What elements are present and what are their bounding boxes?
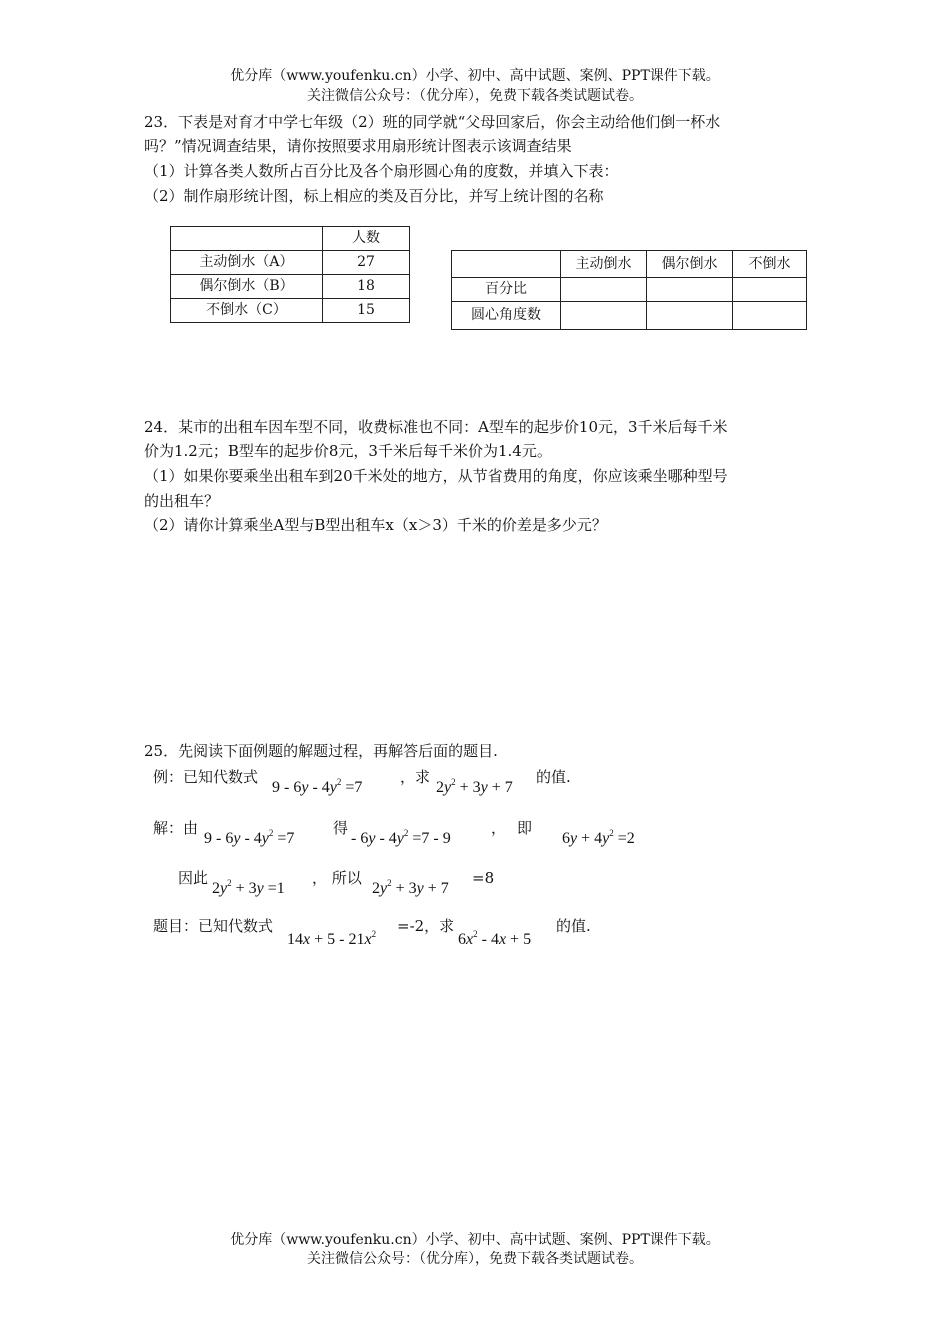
solution-de: 得 xyxy=(333,819,349,837)
blank-cell[interactable] xyxy=(647,278,733,302)
example-expr-1: $9 - 6y - 4y^2 =7$ xyxy=(272,777,363,796)
table-cell: 27 xyxy=(323,251,410,275)
example-ask: ，求 xyxy=(400,768,431,786)
table-header: 不倒水 xyxy=(733,251,807,278)
blank-cell[interactable] xyxy=(561,302,647,330)
solution-ji: 即 xyxy=(517,819,533,837)
q23-part-2: （2）制作扇形统计图，标上相应的类及百分比，并写上统计图的名称 xyxy=(144,187,604,205)
table-row xyxy=(452,251,807,278)
so-expr: $2y^2 + 3y + 7$ xyxy=(372,878,449,897)
q25-intro: 25．先阅读下面例题的解题过程，再解答后面的题目. xyxy=(144,742,498,760)
table-cell: 圆心角度数 xyxy=(452,302,561,330)
blank-cell[interactable] xyxy=(647,302,733,330)
table-cell xyxy=(452,251,561,278)
blank-cell[interactable] xyxy=(733,278,807,302)
table-cell xyxy=(171,227,323,251)
q24-part-1b: 的出租车？ xyxy=(144,492,220,510)
solution-expr-1: $9 - 6y - 4y^2 =7$ xyxy=(204,828,295,847)
header-line-1: 优分库（www.youfenku.cn）小学、初中、高中试题、案例、PPT课件下载。 xyxy=(230,68,720,84)
blank-cell[interactable] xyxy=(733,302,807,330)
table-cell: 不倒水（C） xyxy=(171,299,323,323)
table-row xyxy=(171,227,410,251)
header-line-2: 关注微信公众号：（优分库），免费下载各类试题试卷。 xyxy=(307,88,643,104)
solution-expr-3: $6y + 4y^2 =2$ xyxy=(562,828,635,847)
table-cell: 15 xyxy=(323,299,410,323)
blank-cell[interactable] xyxy=(561,278,647,302)
q24-part-1a: （1）如果你要乘坐出租车到20千米处的地方，从节省费用的角度，你应该乘坐哪种型号 xyxy=(144,467,728,485)
task-end: 的值. xyxy=(556,917,591,935)
table-header-count: 人数 xyxy=(323,227,410,251)
footer-line-1: 优分库（www.youfenku.cn）小学、初中、高中试题、案例、PPT课件下载。 xyxy=(230,1232,720,1248)
q24-line-2: 价为1.2元；B型车的起步价8元，3千米后每千米价为1.4元。 xyxy=(144,442,552,460)
solution-comma: ， xyxy=(491,819,507,837)
therefore-label: 因此 xyxy=(178,869,209,887)
table-row xyxy=(452,278,807,302)
so-value: =8 xyxy=(472,869,495,887)
table-row xyxy=(171,251,410,275)
table-header: 偶尔倒水 xyxy=(647,251,733,278)
q24-line-1: 24．某市的出租车因车型不同，收费标准也不同：A型车的起步价10元，3千米后每千米 xyxy=(144,418,728,436)
task-label: 题目：已知代数式 xyxy=(153,917,274,935)
table-cell: 百分比 xyxy=(452,278,561,302)
therefore-expr: $2y^2 + 3y =1$ xyxy=(212,878,285,897)
footer-line-2: 关注微信公众号：（优分库），免费下载各类试题试卷。 xyxy=(307,1251,643,1267)
table-cell: 18 xyxy=(323,275,410,299)
answer-table xyxy=(451,250,807,330)
example-label: 例：已知代数式 xyxy=(153,768,259,786)
q23-part-1: （1）计算各类人数所占百分比及各个扇形圆心角的度数，并填入下表： xyxy=(144,162,619,180)
table-row xyxy=(452,302,807,330)
task-expr-1: $14x + 5 - 21x^2$ xyxy=(287,929,377,948)
task-value: =-2，求 xyxy=(397,917,455,935)
example-end: 的值. xyxy=(536,768,571,786)
q23-line-2: 吗？”情况调查结果，请你按照要求用扇形统计图表示该调查结果 xyxy=(144,137,572,155)
count-table xyxy=(170,226,410,323)
example-expr-2: $2y^2 + 3y + 7$ xyxy=(436,777,513,796)
q23-line-1: 23．下表是对育才中学七年级（2）班的同学就“父母回家后，你会主动给他们倒一杯水 xyxy=(144,113,721,131)
table-row xyxy=(171,275,410,299)
table-cell: 偶尔倒水（B） xyxy=(171,275,323,299)
q24-part-2: （2）请你计算乘坐A型与B型出租车x（x＞3）千米的价差是多少元？ xyxy=(144,516,607,534)
so-label: ， 所以 xyxy=(312,869,362,887)
solution-expr-2: - $6y - 4y^2 =7 - 9$ xyxy=(351,828,451,847)
task-expr-2: $6x^2 - 4x + 5$ xyxy=(458,929,532,948)
table-row xyxy=(171,299,410,323)
table-header: 主动倒水 xyxy=(561,251,647,278)
solution-label: 解：由 xyxy=(153,819,199,837)
table-cell: 主动倒水（A） xyxy=(171,251,323,275)
